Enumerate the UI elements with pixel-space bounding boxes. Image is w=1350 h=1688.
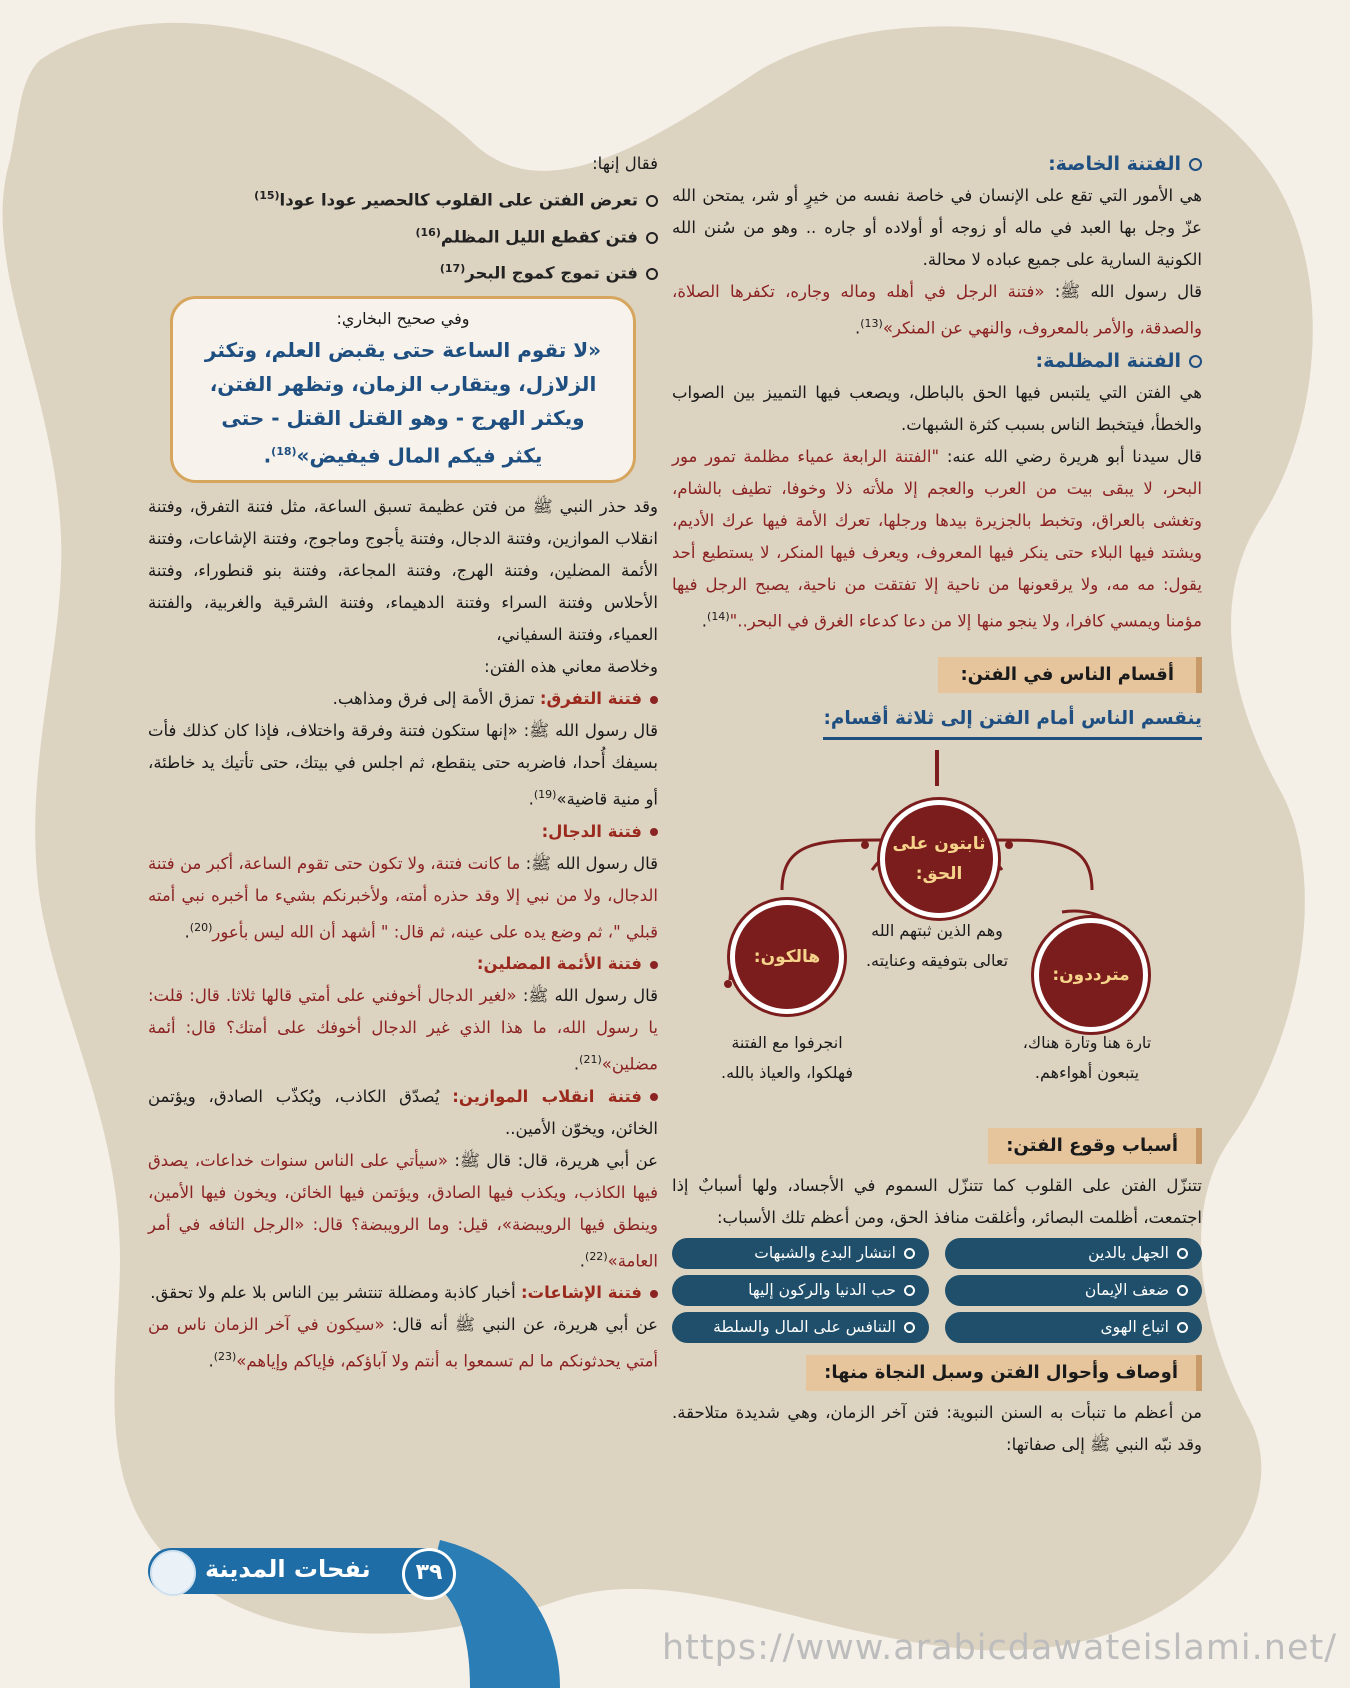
dot-bullet-icon (650, 1290, 658, 1298)
left-column (148, 148, 658, 1378)
ring-bullet-icon (904, 1248, 915, 1259)
dot-bullet-icon (650, 828, 658, 836)
section-title-dark-fitna: الفتنة المظلمة: (672, 345, 1202, 377)
hadith-paragraph: قال رسول الله ﷺ: «إنها ستكون فتنة وفرقة واختلاف، فإذا كان كذلك فأت بسيفك أُحدا، فاضربه حتى ينقطع، ثم اجلس في بيتك، حتى تأتيك يد خاطئة، أو منية قاضية»$^{(19)}$. (148, 721, 658, 809)
quote-text: «لا تقوم الساعة حتى يقبض العلم، وتكثر الزلازل، ويتقارب الزمان، وتظهر الفتن، ويكثر الهرج - وهو القتل القتل - حتى يكثر فيكم المال فيفيض»$^{(18)}$. (204, 337, 602, 468)
ring-bullet-icon (904, 1322, 915, 1333)
cause-item: حب الدنيا والركون إليها (672, 1275, 929, 1306)
bukhari-quote-box (170, 296, 636, 484)
hadith-paragraph: قال رسول الله ﷺ: «لغير الدجال أخوفني على أمتي قالها ثلاثا. قال: قلت: يا رسول الله، ما هذا الذي غير الدجال أخوفك على أمتك؟ قال: أئمة مضلين»$^{(21)}$. (148, 986, 658, 1074)
right-column (672, 148, 1202, 1461)
label-hesitant-desc: تارة هنا وتارة هناك، يتبعون أهواءهم. (1022, 1033, 1152, 1082)
ornament-medal-icon (150, 1550, 196, 1596)
list-item: تعرض الفتن على القلوب كالحصير عودا عودا$^{(15)}$ (148, 180, 658, 217)
cause-item: ضعف الإيمان (945, 1275, 1202, 1306)
circle-hesitant: مترددون: (1034, 918, 1148, 1032)
ring-bullet-icon (646, 268, 658, 280)
hadith-paragraph: عن أبي هريرة، قال: قال ﷺ: «سيأتي على الناس سنوات خداعات، يصدق فيها الكاذب، ويكذب فيها الصادق، ويؤتمن فيها الخائن، ويخون فيها الأمين، وينطق فيها الرويبضة»، قيل: وما الرويبضة؟ قال: «الرجل التافه في أمر العامة»$^{(22)}$. (148, 1150, 658, 1271)
hadith-paragraph: قال سيدنا أبو هريرة رضي الله عنه: "الفتنة الرابعة عمياء مظلمة تمور مور البحر، لا يبقى بيت من العرب والعجم إلا ملأته ذلا وخوفا، تطيف بالشام، وتغشى بالعراق، وتخبط بالجزيرة بيدها ورجلها، تعرك الأمة فيها عرك الأديم، ويشتد فيها البلاء حتى ينكر فيها المعروف، ويعرف فيها المنكر، لا يستطيع أحد يقول: مه مه، ولا يرقعونها من ناحية إلا تفتقت من ناحية، يصبح الرجل فيها مؤمنا ويمسي كافرا، ولا ينجو منها إلا من دعا كدعاء الغرق في البحر.."$^{(14)}$. (672, 446, 1202, 630)
section-tag-descriptions: أوصاف وأحوال الفتن وسبل النجاة منها: (806, 1355, 1202, 1391)
label-steadfast-desc: وهم الذين ثبتهم الله تعالى بتوفيقه وعنايته. (865, 921, 1009, 970)
ring-bullet-icon (1177, 1285, 1188, 1296)
list-item: فتن كقطع الليل المظلم$^{(16)}$ (148, 217, 658, 254)
section-tag-people-types: أقسام الناس في الفتن: (938, 657, 1202, 693)
section-title-special-fitna: الفتنة الخاصة: (672, 148, 1202, 180)
ring-bullet-icon (1177, 1322, 1188, 1333)
page-number: ٣٩ (402, 1548, 456, 1600)
paragraph: هي الأمور التي تقع على الإنسان في خاصة نفسه من خيرٍ أو شر، يمتحن الله عزّ وجل بها العبد في ماله أو زوجه أو أولاده أو جاره .. وهو من سُنن الله الكونية السارية على جميع عباده لا محالة. (672, 186, 1202, 269)
watermark-url: https://www.arabicdawateislami.net/ (662, 1628, 1338, 1668)
cause-item: التنافس على المال والسلطة (672, 1312, 929, 1343)
ring-bullet-icon (646, 232, 658, 244)
cause-item: اتباع الهوى (945, 1312, 1202, 1343)
dot-bullet-icon (650, 696, 658, 704)
cause-item: انتشار البدع والشبهات (672, 1238, 929, 1269)
paragraph: هي الفتن التي يلتبس فيها الحق بالباطل، ويصعب فيها التمييز بين الصواب والخطأ، فيتخبط الناس بسبب كثرة الشبهات. (672, 382, 1202, 434)
section-tag-causes: أسباب وقوع الفتن: (988, 1128, 1202, 1164)
ring-bullet-icon (904, 1285, 915, 1296)
paragraph: فقال إنها: (592, 154, 658, 173)
ring-bullet-icon (646, 195, 658, 207)
ring-bullet-icon (1189, 158, 1202, 171)
fitna-item-rumors: فتنة الإشاعات: أخبار كاذبة ومضللة تنتشر بين الناس بلا علم ولا تحقق. (148, 1277, 658, 1309)
circle-steadfast: ثابتون على الحق: (880, 800, 998, 918)
fitna-item-scales: فتنة انقلاب الموازين: يُصدّق الكاذب، ويُكذّب الصادق، ويؤتمن الخائن، ويخوّن الأمين.. (148, 1086, 658, 1138)
causes-list (672, 1238, 1202, 1343)
paragraph: تتنزّل الفتن على القلوب كما تتنزّل السموم في الأجساد، ولها أسبابٌ إذا اجتمعت، أظلمت البصائر، وأغلقت منافذ الحق، ومن أعظم تلك الأسباب: (672, 1176, 1202, 1227)
label-perishing-desc: انجرفوا مع الفتنة فهلكوا، والعياذ بالله. (721, 1033, 853, 1082)
fitna-item-imams: فتنة الأئمة المضلين: (148, 948, 658, 980)
quote-title: وفي صحيح البخاري: (336, 308, 470, 328)
people-division-diagram (672, 750, 1202, 1120)
hadith-paragraph: قال رسول الله ﷺ: ما كانت فتنة، ولا تكون حتى تقوم الساعة، أكبر من فتنة الدجال، ولا من نبي إلا وقد حذره أمته، ولأخبرنكم بشيء ما أخبره نبي أمته قبلي "، ثم وضع يده على عينه، ثم قال: " أشهد أن الله ليس بأعور$^{(20)}$. (148, 853, 658, 942)
paragraph: من أعظم ما تنبأت به السنن النبوية: فتن آخر الزمان، وهي شديدة متلاحقة. وقد نبّه النبي ﷺ إلى صفاتها: (672, 1403, 1202, 1454)
hadith-paragraph: عن أبي هريرة، عن النبي ﷺ أنه قال: «سيكون في آخر الزمان ناس من أمتي يحدثونكم ما لم تسمعوا به أنتم ولا آباؤكم، فإياكم وإياهم»$^{(23)}$. (148, 1315, 658, 1371)
ring-bullet-icon (1177, 1248, 1188, 1259)
section-intro: ينقسم الناس أمام الفتن إلى ثلاثة أقسام: (823, 703, 1202, 740)
fitna-item-dajjal: فتنة الدجال: (148, 816, 658, 848)
paragraph: وخلاصة معاني هذه الفتن: (484, 657, 658, 677)
fitna-item-division: فتنة التفرق: تمزق الأمة إلى فرق ومذاهب. (148, 683, 658, 715)
list-item: فتن تموج كموج البحر$^{(17)}$ (148, 253, 658, 290)
hadith-paragraph: قال رسول الله ﷺ: «فتنة الرجل في أهله وماله وجاره، تكفرها الصلاة، والصدقة، والأمر بالمعروف، والنهي عن المنكر»$^{(13)}$. (672, 282, 1202, 338)
dot-bullet-icon (650, 1093, 658, 1101)
circle-perishing: هالكون: (730, 900, 844, 1014)
dot-bullet-icon (650, 961, 658, 969)
ring-bullet-icon (1189, 355, 1202, 368)
cause-item: الجهل بالدين (945, 1238, 1202, 1269)
paragraph: وقد حذر النبي ﷺ من فتن عظيمة تسبق الساعة، مثل فتنة التفرق، وفتنة انقلاب الموازين، وفتنة الدجال، وفتنة يأجوج وماجوج، وفتنة الإشاعات، وفتنة الأئمة المضلين، وفتنة الهرج، وفتنة المجاعة، وفتنة بنو قنطوراء، وفتنة الأحلاس وفتنة السراء وفتنة الدهيماء، وفتنة الشرقية والغربية، والفتنة العمياء، وفتنة السفياني، (148, 497, 658, 645)
magazine-name: نفحات المدينة (205, 1555, 371, 1583)
